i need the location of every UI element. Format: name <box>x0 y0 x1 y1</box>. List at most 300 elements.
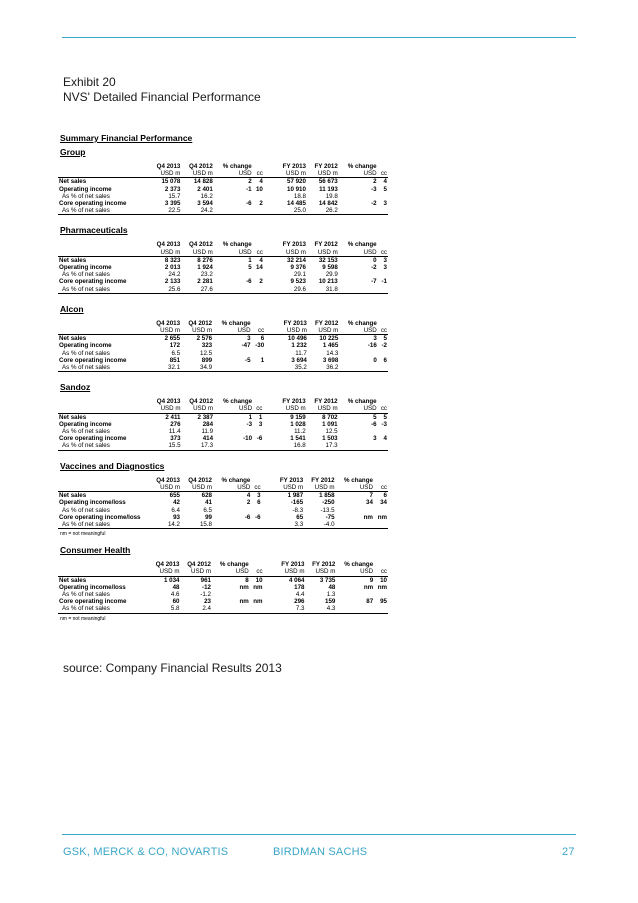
unit-header: USD m <box>264 568 306 576</box>
cell-value: 2 133 <box>164 278 181 286</box>
column-header: FY 2013 <box>283 319 307 327</box>
cell-value: 5 <box>248 264 252 272</box>
column-header: % change <box>344 561 374 569</box>
cell-value: 9 523 <box>290 278 306 286</box>
cell-value: 11.7 <box>295 349 307 357</box>
cell-value: 2 576 <box>196 335 213 343</box>
cell-value <box>250 591 264 598</box>
row-label: As % of net sales <box>62 428 110 436</box>
table-row <box>58 605 388 613</box>
row-label: As % of net sales <box>62 590 110 598</box>
unit-header: USD m <box>265 327 308 335</box>
cell-value: 4.3 <box>305 605 336 613</box>
units-blank <box>58 405 149 413</box>
cell-value <box>213 364 251 372</box>
cell-value: 6 <box>383 356 387 364</box>
cell-value: -2 <box>371 200 377 208</box>
cell-value: 6.5 <box>203 506 212 514</box>
table-row <box>58 335 388 343</box>
table-row <box>58 256 388 264</box>
column-header: FY 2012 <box>314 398 338 406</box>
cell-value: 159 <box>325 598 336 606</box>
unit-header: USD <box>339 170 378 178</box>
cell-value: 15.7 <box>168 192 181 200</box>
top-rule <box>62 37 576 38</box>
column-header: Q4 2012 <box>187 561 211 569</box>
cell-value: 3 694 <box>291 356 307 364</box>
unit-header: cc <box>378 249 388 257</box>
cell-value: 2 411 <box>165 413 181 421</box>
cell-value: nm <box>239 598 249 606</box>
exhibit-number: Exhibit 20 <box>63 75 116 89</box>
unit-header: USD <box>336 568 374 576</box>
unit-header: USD m <box>263 405 306 413</box>
cell-value: 25.0 <box>264 207 307 215</box>
cell-value: 8 702 <box>322 413 338 421</box>
unit-header: USD m <box>264 170 307 178</box>
header-row <box>58 561 388 568</box>
cell-value: -6 <box>256 435 263 443</box>
table-row <box>58 514 388 521</box>
cell-value: 57 920 <box>287 178 306 186</box>
cell-value: -6 <box>244 513 251 521</box>
table-row <box>58 207 388 215</box>
exhibit-title: NVS' Detailed Financial Performance <box>63 90 261 104</box>
table-row <box>58 271 388 278</box>
row-label: Operating income/loss <box>59 499 126 507</box>
cell-value: 31.8 <box>307 286 339 294</box>
cell-value: 3 <box>373 335 377 343</box>
row-label: Net sales <box>59 492 87 500</box>
cell-value: 5.8 <box>149 605 180 613</box>
row-label: Net sales <box>59 256 87 264</box>
cell-value: 14 <box>255 264 263 272</box>
footer-center: BIRDMAN SACHS <box>273 846 368 858</box>
cell-value: 14.2 <box>149 521 181 529</box>
cell-value <box>213 507 251 514</box>
column-header: Q4 2013 <box>156 319 181 327</box>
units-blank <box>58 484 149 492</box>
cell-value: 2 281 <box>197 278 213 286</box>
cell-value <box>253 428 263 435</box>
financial-tables <box>58 133 388 630</box>
cell-value: 2 401 <box>197 185 213 193</box>
table-row <box>58 576 388 584</box>
cell-value: 19.8 <box>325 192 338 200</box>
cell-value: 3 <box>257 492 261 500</box>
cell-value <box>213 521 251 529</box>
cell-value <box>214 193 253 200</box>
table-row <box>58 442 388 450</box>
unit-header: cc <box>253 405 263 413</box>
row-label: Net sales <box>59 413 87 421</box>
column-header: FY 2013 <box>279 476 304 484</box>
cell-value <box>339 286 378 294</box>
unit-header: USD <box>213 327 251 335</box>
column-header: FY 2013 <box>282 163 306 170</box>
cell-value: 9 598 <box>322 264 338 272</box>
cell-value: 35.2 <box>265 364 308 372</box>
header-blank <box>58 477 149 484</box>
cell-value: 10 <box>255 185 263 193</box>
section-title: Vaccines and Diagnostics <box>60 460 165 471</box>
cell-value: 5 <box>383 335 387 343</box>
units-blank <box>58 170 149 178</box>
unit-header: USD <box>339 249 378 257</box>
cell-value: 42 <box>173 499 180 507</box>
footnote: nm = not meaningful <box>60 531 106 538</box>
cell-value: -6 <box>255 513 261 521</box>
cell-value: 5 <box>373 413 377 421</box>
column-header: FY 2013 <box>282 398 306 406</box>
column-header: % change <box>219 561 249 569</box>
cell-value: 899 <box>201 356 213 364</box>
cell-value: 1 <box>260 356 265 364</box>
units-row <box>58 568 388 576</box>
cell-value: 12.5 <box>325 428 338 436</box>
source-note: source: Company Financial Results 2013 <box>63 661 282 675</box>
table-row <box>58 200 388 207</box>
cell-value <box>339 428 378 435</box>
cell-value: 2.4 <box>180 605 211 613</box>
table-row <box>58 591 388 598</box>
cell-value: 1 <box>248 413 253 421</box>
unit-header: cc <box>253 170 264 178</box>
unit-header: USD <box>214 170 253 178</box>
cell-value <box>339 193 378 200</box>
cell-value: 87 <box>366 598 374 606</box>
column-header: Q4 2013 <box>156 241 181 249</box>
cell-value: -75 <box>325 513 335 521</box>
cell-value: -12 <box>202 583 211 591</box>
cell-value: 3 <box>383 200 387 208</box>
unit-header: USD <box>214 405 253 413</box>
cell-value: 24.2 <box>181 207 213 215</box>
unit-header: USD m <box>305 568 336 576</box>
cell-value: -1 <box>246 185 252 193</box>
cell-value: nm <box>377 583 387 591</box>
cell-value: -2 <box>371 264 377 272</box>
column-header <box>374 561 388 568</box>
cell-value: 3 <box>383 256 387 264</box>
cell-value: -3 <box>246 420 253 428</box>
units-blank <box>58 568 149 576</box>
cell-value: 0 <box>373 356 377 364</box>
unit-header: USD <box>339 405 378 413</box>
table-row <box>58 286 388 294</box>
column-header: % change <box>347 319 377 327</box>
cell-value: 10 <box>380 576 387 584</box>
cell-value: 6.4 <box>171 506 180 514</box>
row-label: Net sales <box>59 178 87 186</box>
cell-value <box>374 521 388 529</box>
cell-value: 1 <box>258 413 263 421</box>
cell-value: -250 <box>322 499 335 507</box>
column-header: % change <box>222 163 252 170</box>
unit-header: USD <box>339 327 377 335</box>
cell-value: 373 <box>170 435 181 443</box>
column-header <box>378 320 388 327</box>
table-row <box>58 435 388 442</box>
column-header <box>250 561 264 568</box>
cell-value: 9 159 <box>290 413 306 421</box>
cell-value: 2 373 <box>164 185 181 193</box>
cell-value: 1 987 <box>287 492 304 500</box>
cell-value: 2 <box>248 178 252 186</box>
cell-value: nm <box>363 513 373 521</box>
column-header: % change <box>347 163 377 170</box>
row-label: Core operating income <box>59 598 127 606</box>
row-label: As % of net sales <box>58 286 149 294</box>
cell-value: 1 924 <box>197 264 213 272</box>
cell-value <box>214 442 253 450</box>
cell-value <box>336 507 374 514</box>
cell-value: 5 <box>383 413 387 421</box>
unit-header: USD m <box>149 249 181 257</box>
cell-value: 1 232 <box>291 342 307 350</box>
cell-value <box>214 271 253 278</box>
row-label: Operating income <box>59 420 112 428</box>
cell-value: 48 <box>328 583 336 591</box>
header-row <box>58 398 388 405</box>
cell-value: 1 503 <box>322 435 338 443</box>
table-row <box>58 421 388 428</box>
cell-value: 4.4 <box>295 590 305 598</box>
section-title: Consumer Health <box>60 545 131 556</box>
column-header: FY 2012 <box>312 561 336 569</box>
cell-value <box>378 350 388 357</box>
cell-value: 11.9 <box>201 428 214 436</box>
column-header <box>378 241 388 248</box>
cell-value: 1 <box>248 256 252 264</box>
cell-value: 1.3 <box>326 590 336 598</box>
cell-value: 29.6 <box>264 286 307 294</box>
header-row <box>58 163 388 170</box>
cell-value: 2 655 <box>164 335 181 343</box>
column-header: FY 2013 <box>282 241 306 249</box>
cell-value: 18.8 <box>293 192 306 200</box>
cell-value: 10 <box>255 576 263 584</box>
unit-header: USD m <box>264 249 307 257</box>
cell-value: -30 <box>255 342 265 350</box>
row-label: As % of net sales <box>58 605 149 613</box>
table-row <box>58 264 388 271</box>
financial-table <box>58 561 388 613</box>
cell-value: 2 <box>259 278 263 286</box>
table-row <box>58 364 388 372</box>
cell-value: 23.2 <box>200 271 213 279</box>
cell-value: -2 <box>381 342 387 350</box>
cell-value: 4 <box>246 492 251 500</box>
unit-header: USD m <box>304 484 335 492</box>
row-label: As % of net sales <box>62 271 110 279</box>
section-title: Pharmaceuticals <box>60 225 128 236</box>
cell-value <box>253 193 264 200</box>
cell-value: 56 673 <box>318 178 338 186</box>
row-label: As % of net sales <box>62 506 110 514</box>
cell-value: 17.3 <box>182 442 215 450</box>
cell-value: 1 091 <box>322 420 338 428</box>
column-header: % change <box>344 476 373 484</box>
cell-value <box>252 364 266 372</box>
column-header <box>378 163 388 170</box>
cell-value: 4 <box>383 178 387 186</box>
unit-header: USD <box>212 568 250 576</box>
cell-value: 26.2 <box>307 207 339 215</box>
column-header: Q4 2012 <box>188 319 213 327</box>
units-row <box>58 405 388 413</box>
cell-value: 323 <box>201 342 213 350</box>
cell-value: 628 <box>201 492 212 500</box>
unit-header: USD m <box>180 568 211 576</box>
cell-value: 4 <box>383 435 387 443</box>
cell-value: 24.2 <box>168 271 181 279</box>
cell-value <box>339 442 378 450</box>
row-label: Core operating income <box>59 278 127 286</box>
unit-header: USD m <box>307 405 339 413</box>
cell-value: 8 <box>245 576 249 584</box>
table-row <box>58 357 388 364</box>
table-row <box>58 278 388 285</box>
column-header: Q4 2012 <box>189 398 214 406</box>
column-header: Q4 2013 <box>156 163 181 170</box>
cell-value: -6 <box>246 278 252 286</box>
header-blank <box>58 241 149 248</box>
unit-header: cc <box>374 484 388 492</box>
cell-value: 32.1 <box>149 364 181 372</box>
cell-value: -7 <box>371 278 377 286</box>
cell-value: 14 842 <box>318 200 338 208</box>
cell-value: 655 <box>169 492 180 500</box>
cell-value: 23 <box>204 598 211 606</box>
cell-value <box>339 364 377 372</box>
unit-header: USD m <box>149 484 181 492</box>
column-header <box>253 398 263 405</box>
row-label: As % of net sales <box>58 442 149 450</box>
cell-value: 2 013 <box>164 264 181 272</box>
unit-header: USD m <box>308 327 339 335</box>
financial-table <box>58 320 388 372</box>
cell-value: 48 <box>172 583 180 591</box>
table-row <box>58 350 388 357</box>
cell-value <box>378 286 388 294</box>
cell-value: nm <box>253 583 263 591</box>
unit-header: cc <box>250 568 264 576</box>
table-row <box>58 186 388 193</box>
column-header: FY 2012 <box>314 163 338 170</box>
unit-header: cc <box>378 327 388 335</box>
cell-value <box>214 428 253 435</box>
cell-value: 17.3 <box>307 442 339 450</box>
cell-value <box>378 207 388 215</box>
cell-value: 3 395 <box>164 200 181 208</box>
units-blank <box>58 249 149 257</box>
row-label: Operating income/loss <box>59 583 126 591</box>
cell-value: 10 910 <box>287 185 306 193</box>
table-row <box>58 499 388 506</box>
row-label: As % of net sales <box>58 364 149 372</box>
cell-value: -6 <box>246 200 252 208</box>
column-header: FY 2012 <box>314 241 338 249</box>
cell-value: 60 <box>172 598 180 606</box>
cell-value: 25.6 <box>149 286 181 294</box>
cell-value: 11 193 <box>319 185 338 193</box>
cell-value: 414 <box>202 435 214 443</box>
cell-value: 1 028 <box>290 420 306 428</box>
table-row <box>58 492 388 500</box>
cell-value <box>374 605 388 613</box>
cell-value <box>251 507 261 514</box>
unit-header: USD <box>214 249 253 257</box>
cell-value: 16.2 <box>200 192 213 200</box>
unit-header: USD m <box>181 170 213 178</box>
cell-value: 3 698 <box>322 356 339 364</box>
row-label: Operating income <box>59 185 112 193</box>
unit-header: USD m <box>181 484 213 492</box>
cell-value: 172 <box>169 342 181 350</box>
units-blank <box>58 327 149 335</box>
column-header <box>253 163 264 170</box>
cell-value <box>336 591 374 598</box>
cell-value: nm <box>377 513 387 521</box>
cell-value: 5 <box>383 185 387 193</box>
units-row <box>58 327 388 335</box>
financial-table <box>58 163 388 215</box>
cell-value: -165 <box>290 499 304 507</box>
cell-value <box>339 207 378 215</box>
cell-value: 2 <box>246 499 251 507</box>
table-row <box>58 428 388 435</box>
cell-value: -4.0 <box>304 521 335 529</box>
table-row <box>58 598 388 605</box>
section-title: Alcon <box>60 303 84 314</box>
column-header: Q4 2013 <box>156 398 181 406</box>
column-header: Q4 2012 <box>189 163 213 170</box>
row-label: Operating income <box>59 342 112 350</box>
column-header: FY 2012 <box>315 319 339 327</box>
cell-value <box>374 507 388 514</box>
units-row <box>58 170 388 178</box>
cell-value: -3 <box>381 420 387 428</box>
cell-value: 1 465 <box>322 342 339 350</box>
cell-value: -16 <box>367 342 377 350</box>
cell-value: 0 <box>373 256 377 264</box>
cell-value <box>253 442 263 450</box>
cell-value: 178 <box>294 583 305 591</box>
cell-value: 2 <box>373 178 377 186</box>
column-header: % change <box>347 398 377 406</box>
cell-value: 99 <box>205 513 212 521</box>
unit-header: USD m <box>307 249 339 257</box>
cell-value: -10 <box>243 435 253 443</box>
footer-left: GSK, MERCK & CO, NOVARTIS <box>63 846 229 858</box>
cell-value: nm <box>239 583 249 591</box>
cell-value <box>378 193 388 200</box>
cell-value: 14 828 <box>193 178 213 186</box>
column-header: Q4 2013 <box>155 561 180 569</box>
unit-header: cc <box>253 249 264 257</box>
cell-value: -8.3 <box>292 506 304 514</box>
cell-value: 3.3 <box>262 521 305 529</box>
cell-value <box>339 271 378 278</box>
cell-value <box>214 286 253 294</box>
unit-header: USD <box>213 484 251 492</box>
cell-value: 6 <box>260 335 265 343</box>
cell-value: 9 376 <box>290 264 306 272</box>
cell-value: 3 <box>383 264 387 272</box>
cell-value: 27.6 <box>181 286 213 294</box>
cell-value: 4 064 <box>288 576 305 584</box>
